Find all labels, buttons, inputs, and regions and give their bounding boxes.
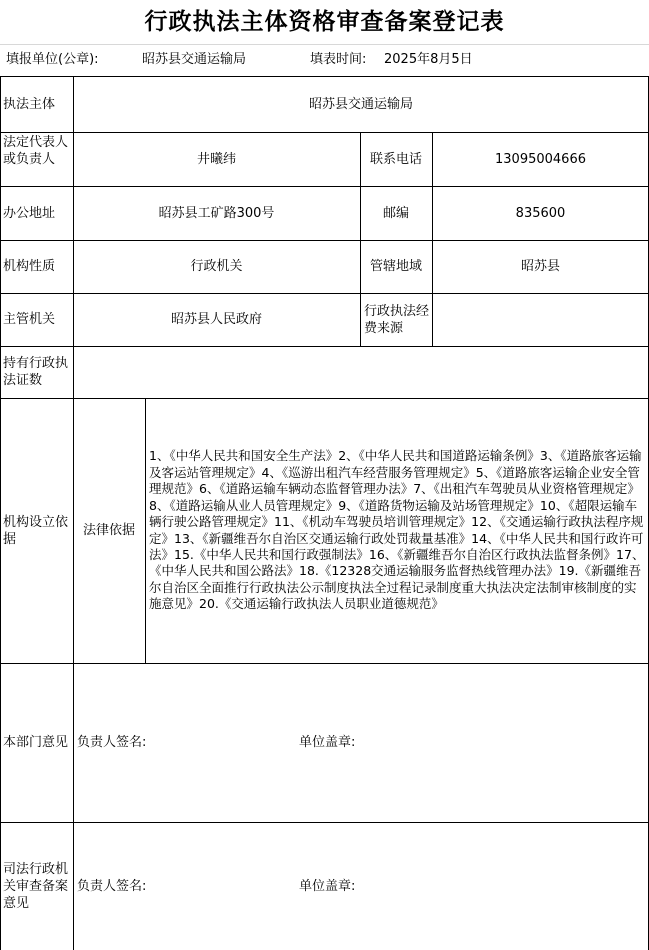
fill-time-value: 2025年8月5日 <box>384 52 473 67</box>
rep-label: 法定代表人或负责人 <box>3 135 69 167</box>
area-label: 管辖地域 <box>369 259 422 274</box>
zip-label: 邮编 <box>382 205 409 221</box>
authority-label: 主管机关 <box>3 312 56 327</box>
zip-value: 835600 <box>515 205 566 221</box>
cert-label: 持有行政执法证数 <box>3 356 69 388</box>
dept-sign-label: 负责人签名: <box>77 735 147 750</box>
office-label: 办公地址 <box>3 205 56 221</box>
office-value: 昭苏县工矿路300号 <box>158 205 275 221</box>
fill-time-label: 填表时间: <box>310 52 367 67</box>
judicial-sign-area <box>73 822 649 950</box>
form-meta <box>0 45 649 75</box>
form-title: 行政执法主体资格审查备案登记表 <box>0 0 649 45</box>
subject-label: 执法主体 <box>3 96 56 112</box>
unit-value: 昭苏县交通运输局 <box>142 52 247 67</box>
unit-label: 填报单位(公章): <box>6 52 99 67</box>
dept-label: 本部门意见 <box>3 735 69 750</box>
dept-seal-label: 单位盖章: <box>299 735 356 750</box>
phone-label: 联系电话 <box>369 151 422 167</box>
cert-value <box>73 346 649 398</box>
judicial-seal-label: 单位盖章: <box>299 878 356 894</box>
judicial-sign-label: 负责人签名: <box>77 878 147 894</box>
fund-label: 行政执法经费来源 <box>364 303 430 336</box>
dept-sign-area <box>73 663 649 822</box>
fund-value <box>432 293 649 346</box>
authority-value: 昭苏县人民政府 <box>170 312 262 327</box>
basis-label: 机构设立依据 <box>3 514 69 547</box>
subject-value: 昭苏县交通运输局 <box>308 96 413 112</box>
phone-value: 13095004666 <box>495 151 586 167</box>
nature-value: 行政机关 <box>190 259 243 274</box>
judicial-label: 司法行政机关审查备案意见 <box>3 861 69 911</box>
area-value: 昭苏县 <box>520 259 560 274</box>
rep-value: 井曦纬 <box>196 151 236 167</box>
nature-label: 机构性质 <box>3 259 56 274</box>
basis-sub-label: 法律依据 <box>82 523 135 538</box>
basis-text: 1、《中华人民共和国安全生产法》2、《中华人民共和国道路运输条例》3、《道路旅客运输及客运站管理规定》4、《巡游出租汽车经营服务管理规定》5、《道路旅客运输企业安全管理规范》6、《道路运输车辆动态监督管理办法》7、《出租汽车驾驶员从业资格管理规定》8、《道路运输从业人员管理规定》9、《道路货物运输及站场管理规定》10、《超限运输车辆行驶公路管理规定》11、《机动车驾驶员培训管理规定》12、《交通运输行政执法程序规定》13、《新疆维吾尔自治区交通运输行政处罚裁量基准》14、《中华人民共和国行政许可法》15.《中华人民共和国行政强制法》16、《新疆维吾尔自治区行政执法监督条例》17、《中华人民共和国公路法》18.《12328交通运输服务监督热线管理办法》19.《新疆维吾尔自治区全面推行行政执法公示制度执法全过程记录制度重大执法决定法制审核制度的实施意见》20.《交通运输行政执法人员职业道德规范》 <box>149 448 645 612</box>
